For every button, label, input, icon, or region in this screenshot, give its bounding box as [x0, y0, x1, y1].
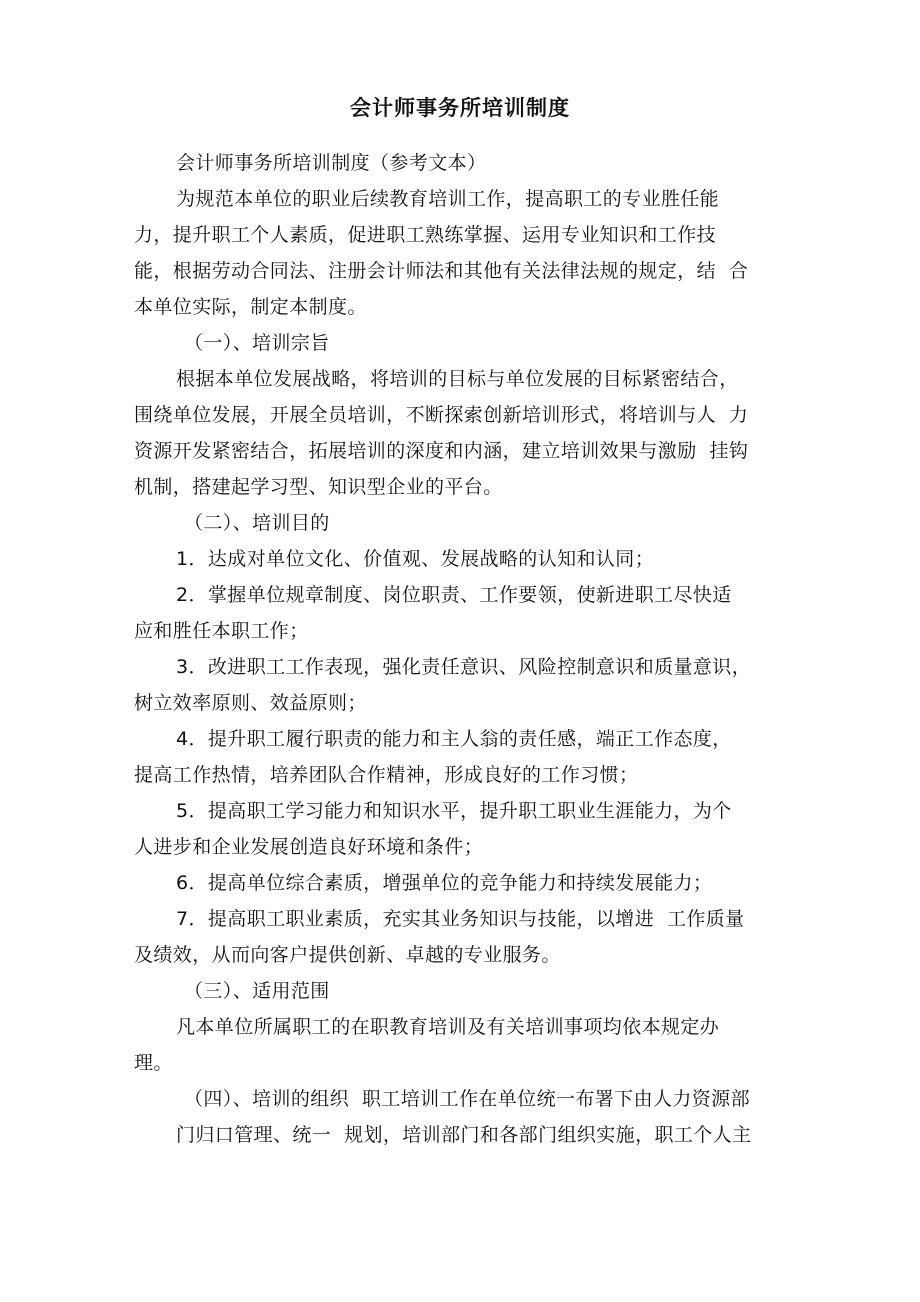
text-line: 为规范本单位的职业后续教育培训工作，提高职工的专业胜任能 [176, 188, 720, 210]
text-line: 人进步和企业发展创造良好环境和条件； [134, 836, 484, 858]
page-title: 会计师事务所培训制度 [350, 96, 570, 120]
text-line: 4．提升职工履行职责的能力和主人翁的责任感，端正工作态度， [176, 728, 732, 750]
text-line: 3．改进职工工作表现，强化责任意识、风险控制意识和质量意识， [176, 656, 752, 678]
text-line: （二）、培训目的 [184, 512, 330, 534]
text-line: 理。 [134, 1052, 173, 1074]
text-line: 1．达成对单位文化、价值观、发展战略的认知和认同； [176, 548, 655, 570]
text-line: 根据本单位发展战略，将培训的目标与单位发展的目标紧密结合， [176, 368, 739, 390]
text-line: 本单位实际，制定本制度。 [134, 296, 367, 318]
text-line: 会计师事务所培训制度（参考文本） [176, 152, 487, 174]
text-line: 提高工作热情，培养团队合作精神，形成良好的工作习惯； [134, 764, 639, 786]
text-line: 7．提高职工职业素质，充实其业务知识与技能，以增进 工作质量 [176, 908, 745, 930]
text-line: 能，根据劳动合同法、注册会计师法和其他有关法律法规的规定，结 合 [134, 260, 749, 282]
text-line: 6．提高单位综合素质，增强单位的竞争能力和持续发展能力； [176, 872, 713, 894]
text-line: 5．提高职工学习能力和知识水平，提升职工职业生涯能力，为个 [176, 800, 732, 822]
text-line: 2．掌握单位规章制度、岗位职责、工作要领，使新进职工尽快适 [176, 584, 732, 606]
text-line: 资源开发紧密结合，拓展培训的深度和内涵，建立培训效果与激励 挂钩 [134, 440, 749, 462]
text-line: 围绕单位发展，开展全员培训，不断探索创新培训形式，将培训与人 力 [134, 404, 749, 426]
text-line: 树立效率原则、效益原则； [134, 692, 367, 714]
document-body [134, 145, 784, 1153]
text-line: 应和胜任本职工作； [134, 620, 309, 642]
text-line: 及绩效，从而向客户提供创新、卓越的专业服务。 [134, 944, 561, 966]
text-line: （三）、适用范围 [184, 980, 330, 1002]
text-line: （四）、培训的组织 职工培训工作在单位统一布署下由人力资源部 [184, 1088, 750, 1110]
text-line: 力，提升职工个人素质，促进职工熟练掌握、运用专业知识和工作技 [134, 224, 717, 246]
text-line: （一）、培训宗旨 [184, 332, 330, 354]
text-line: 机制，搭建起学习型、知识型企业的平台。 [134, 476, 503, 498]
text-line: 凡本单位所属职工的在职教育培训及有关培训事项均依本规定办 [176, 1016, 720, 1038]
text-line: 门归口管理、统一 规划，培训部门和各部门组织实施，职工个人主 [176, 1124, 752, 1146]
